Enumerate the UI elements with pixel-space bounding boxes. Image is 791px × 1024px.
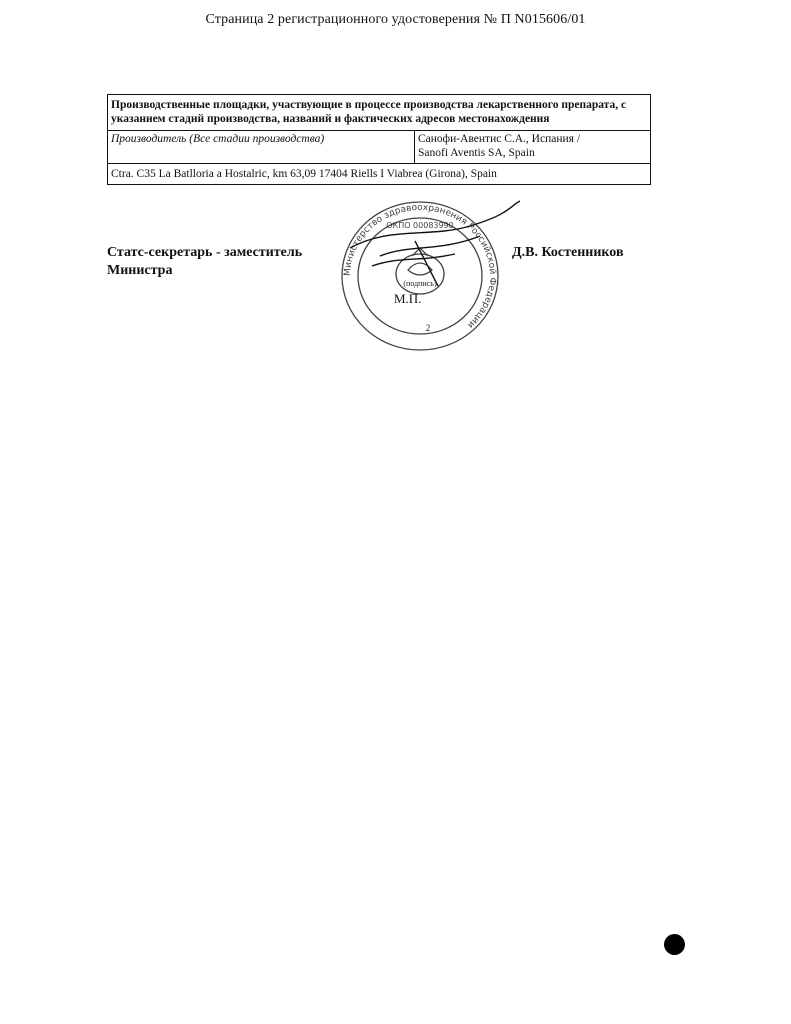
manufacturer-role: Производитель (Все стадии производства) xyxy=(108,130,415,163)
manufacturing-sites-table xyxy=(107,94,651,185)
stamp-place-label: М.П. xyxy=(394,291,422,306)
signatory-name: Д.В. Костенников xyxy=(512,245,624,260)
seal-ring-text-path: Министерство здравоохранения Российской Федерации xyxy=(342,202,498,330)
signatory-title-line1: Статс-секретарь - заместитель xyxy=(107,245,303,260)
address-row xyxy=(108,163,651,184)
company-name-en: Sanofi Aventis SA, Spain xyxy=(418,147,535,160)
seal-inner-ring xyxy=(358,218,482,334)
manufacturer-address: Ctra. C35 La Batlloria a Hostalric, km 63,09 17404 Riells I Viabrea (Girona), Spain xyxy=(108,163,651,184)
seal-number: 2 xyxy=(425,323,431,333)
company-name-ru: Санофи-Авентис С.А., Испания / xyxy=(418,132,581,145)
signatory-title xyxy=(107,244,302,280)
seal-signature-label: (подпись) xyxy=(403,279,437,288)
manufacturer-row xyxy=(108,130,651,163)
signatory-title-line2: Министра xyxy=(107,263,173,278)
seal-emblem-eagle xyxy=(408,263,432,275)
page-header: Страница 2 регистрационного удостоверения № П N015606/01 xyxy=(205,12,586,27)
table-heading-row xyxy=(108,95,651,131)
seal-inner-text: ОКПО 00083990 xyxy=(386,221,454,230)
manufacturer-company xyxy=(415,130,651,163)
scan-mark-dot xyxy=(664,934,685,955)
table-heading: Производственные площадки, участвующие в процессе производства лекарственного препарата, с указанием стадий производства, названий и фактических адресов местонахождения xyxy=(108,95,651,131)
official-seal-stamp xyxy=(320,196,520,356)
